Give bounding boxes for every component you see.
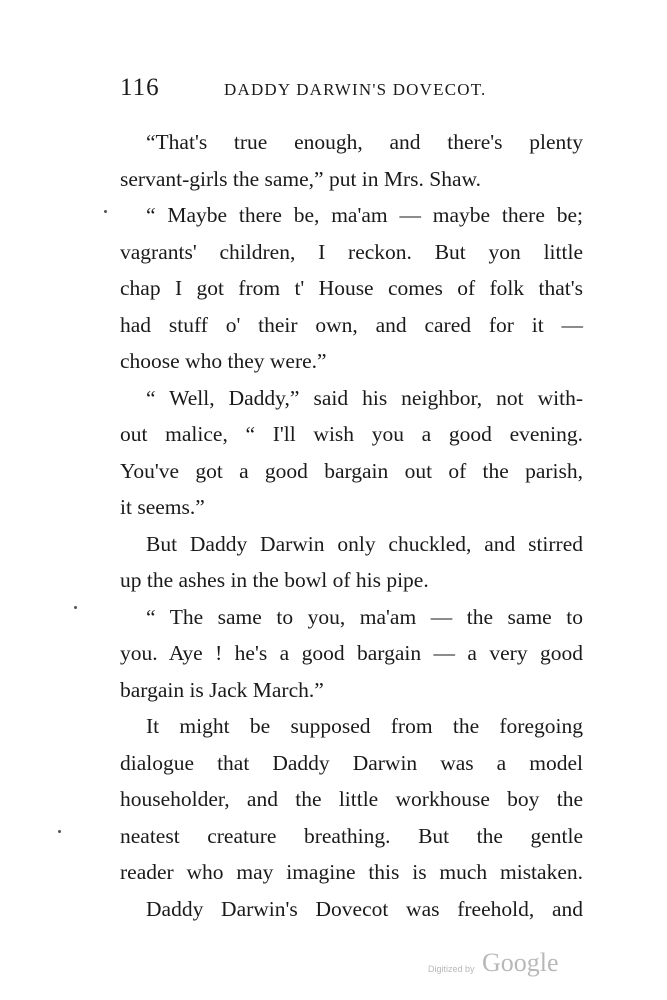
- text-line: householder, and the little workhouse boy the: [120, 787, 583, 811]
- text-line: reader who may imagine this is much mistaken.: [120, 860, 583, 884]
- text-line: “ The same to you, ma'am — the same to: [146, 604, 583, 629]
- google-logo: Google: [482, 948, 559, 977]
- text-line: You've got a good bargain out of the parish,: [120, 458, 583, 483]
- page-number: 116: [120, 74, 160, 101]
- digitized-watermark: [428, 948, 578, 980]
- margin-speck: [58, 830, 61, 833]
- text-line: had stuff o' their own, and cared for it —: [120, 312, 583, 337]
- margin-speck: [104, 210, 107, 213]
- text-line: it seems.”: [120, 495, 205, 519]
- text-line: Daddy Darwin's Dovecot was freehold, and: [146, 896, 583, 921]
- running-title: DADDY DARWIN'S DOVECOT.: [224, 80, 487, 99]
- text-line: vagrants' children, I reckon. But yon little: [120, 239, 583, 264]
- text-line: chap I got from t' House comes of folk that's: [120, 276, 583, 300]
- text-line: But Daddy Darwin only chuckled, and stirred: [146, 531, 583, 556]
- text-line: dialogue that Daddy Darwin was a model: [120, 750, 583, 775]
- body-text: [120, 124, 583, 927]
- text-line: “ Well, Daddy,” said his neighbor, not with-: [146, 385, 583, 410]
- text-line: It might be supposed from the foregoing: [146, 714, 583, 738]
- text-line: you. Aye ! he's a good bargain — a very good: [120, 641, 583, 665]
- margin-speck: [74, 606, 77, 609]
- text-line: “ Maybe there be, ma'am — maybe there be;: [146, 203, 583, 227]
- watermark-prefix: Digitized by: [428, 964, 475, 974]
- text-line: up the ashes in the bowl of his pipe.: [120, 568, 429, 592]
- text-line: neatest creature breathing. But the gentle: [120, 823, 583, 848]
- text-line: choose who they were.”: [120, 349, 327, 373]
- page-header: [120, 74, 590, 104]
- text-line: servant-girls the same,” put in Mrs. Shaw.: [120, 166, 482, 191]
- text-line: out malice, “ I'll wish you a good evening.: [120, 422, 583, 446]
- text-line: bargain is Jack March.”: [120, 677, 324, 702]
- text-line: “That's true enough, and there's plenty: [146, 130, 583, 154]
